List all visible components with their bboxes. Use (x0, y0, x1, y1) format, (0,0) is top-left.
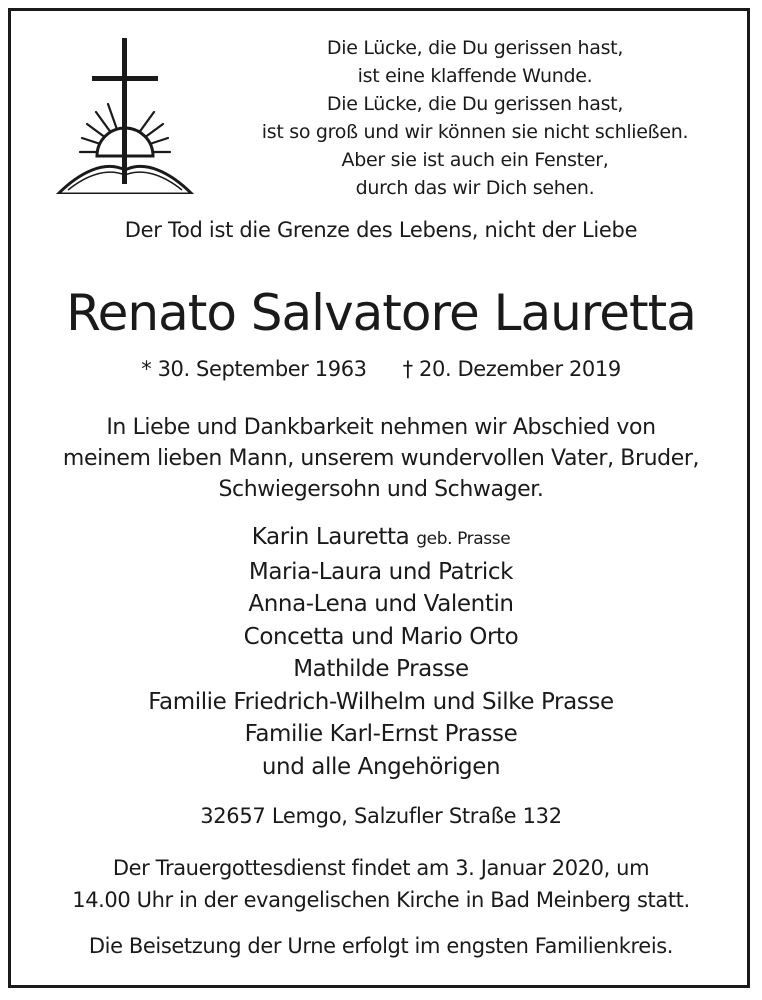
mourner-line: Concetta und Mario Orto (243, 623, 519, 650)
burial-info: Die Beisetzung der Urne erfolgt im engsten Familienkreis. (88, 934, 674, 958)
life-dates (0, 357, 762, 381)
poem-line: Die Lücke, die Du gerissen hast, (326, 93, 624, 115)
mourner-line: Maria-Laura und Patrick (248, 558, 514, 585)
mourner-name: Karin Lauretta (251, 524, 410, 550)
mourner-line (0, 521, 762, 556)
service-info (0, 852, 762, 916)
maiden-name-note: geb. Prasse (416, 529, 511, 549)
death-date: † 20. Dezember 2019 (402, 357, 621, 381)
cross-with-rising-sun-icon (50, 34, 200, 194)
mourners-list (0, 521, 762, 783)
farewell-line: In Liebe und Dankbarkeit nehmen wir Abschied von (106, 415, 656, 440)
farewell-text (0, 412, 762, 505)
farewell-line: meinem lieben Mann, unserem wundervollen Vater, Bruder, (62, 446, 700, 471)
poem-line: ist eine klaffende Wunde. (357, 65, 593, 87)
mourner-line: Mathilde Prasse (293, 656, 469, 682)
birth-date: * 30. September 1963 (141, 357, 367, 381)
poem-line: ist so groß und wir können sie nicht schließen. (261, 121, 689, 143)
poem-line: durch das wir Dich sehen. (355, 177, 595, 199)
deceased-name: Renato Salvatore Lauretta (66, 284, 696, 342)
address: 32657 Lemgo, Salzufler Straße 132 (200, 804, 562, 828)
mourner-line: Familie Friedrich-Wilhelm und Silke Prasse (148, 688, 614, 715)
service-line: 14.00 Uhr in der evangelischen Kirche in Bad Meinberg statt. (72, 888, 690, 912)
mourner-line: Anna-Lena und Valentin (248, 591, 514, 617)
farewell-line: Schwiegersohn und Schwager. (218, 477, 544, 502)
poem-line: Aber sie ist auch ein Fenster, (341, 149, 609, 171)
mourner-line: Familie Karl-Ernst Prasse (244, 721, 518, 747)
poem (200, 34, 750, 202)
service-line: Der Trauergottesdienst findet am 3. Januar 2020, um (112, 856, 650, 880)
mourner-line: und alle Angehörigen (261, 753, 501, 780)
poem-line: Die Lücke, die Du gerissen hast, (326, 37, 624, 59)
motto: Der Tod ist die Grenze des Lebens, nicht der Liebe (124, 218, 638, 242)
